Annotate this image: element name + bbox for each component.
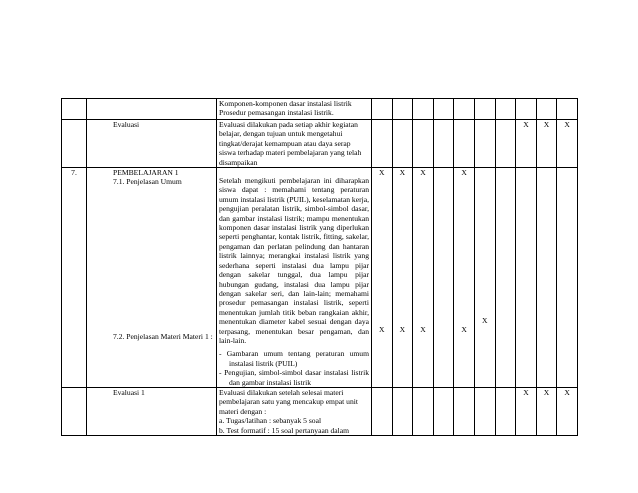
mark-top: X xyxy=(379,168,385,178)
spacer xyxy=(477,168,493,316)
mark-cell: X xyxy=(516,387,537,435)
mark-cell xyxy=(413,99,434,120)
section-title: PEMBELAJARAN 1 xyxy=(113,168,179,178)
mark-cell xyxy=(536,168,557,388)
evaluation-item: a. Tugas/latihan : sebanyak 5 soal xyxy=(219,416,322,426)
table-row xyxy=(62,168,578,388)
mark-cell xyxy=(372,99,393,120)
row-number-cell: 7. xyxy=(62,168,87,388)
description-cell xyxy=(217,387,372,435)
mark-bottom: X xyxy=(461,325,467,335)
mark-top: X xyxy=(420,168,426,178)
evaluation-item: b. Test formatif : 15 soal pertanyaan dalam xyxy=(219,425,350,435)
mark-cell xyxy=(474,99,495,120)
mark-bottom: X xyxy=(482,316,488,326)
table-row xyxy=(62,99,578,120)
mark-top: X xyxy=(461,168,467,178)
spacer xyxy=(436,168,452,316)
table-row xyxy=(62,387,578,435)
mark-cell xyxy=(372,168,393,388)
mark-bottom: X xyxy=(399,325,406,335)
spacer xyxy=(539,168,555,316)
subsection-material: 7.2. Penjelasan Materi Materi 1 : xyxy=(113,331,213,341)
mark-cell xyxy=(536,99,557,120)
row-number-cell xyxy=(62,387,87,435)
mark-cell xyxy=(392,120,413,168)
mark-cell xyxy=(516,99,537,120)
mark-cell xyxy=(433,168,454,388)
mark-cell xyxy=(433,387,454,435)
spacer xyxy=(374,177,390,325)
mark-cell xyxy=(557,168,578,388)
mark-cell xyxy=(392,387,413,435)
mark-cell xyxy=(413,120,434,168)
mark-cell xyxy=(474,120,495,168)
mark-cell xyxy=(474,387,495,435)
mark-bottom: X xyxy=(379,325,385,335)
mark-top: X xyxy=(399,168,406,178)
mark-cell: X xyxy=(557,387,578,435)
spacer xyxy=(456,177,472,325)
mark-cell xyxy=(433,99,454,120)
mark-cell xyxy=(474,168,495,388)
mark-cell xyxy=(495,168,516,388)
mark-cell: X xyxy=(536,120,557,168)
mark-cell xyxy=(372,120,393,168)
spacer xyxy=(395,177,411,325)
mark-cell xyxy=(454,168,475,388)
table-row xyxy=(62,120,578,168)
learning-objective-text: Setelah mengikuti pembelajaran ini diharapkan siswa dapat : memahami tentang peraturan umum instalasi listrik (PUIL), keselamatan kerja, pengujian peralatan listrik, simbol-simbol dasar, dan gambar instalasi listrik; mampu menentukan komponen dasar instalasi listrik yang diperlukan seperti penghantar, kontak listrik, fitting, sakelar, pengaman dan perlatan pelindung dan hantaran listrik lainnya; merangkai instalasi listrik yang sederhana seperti instalasi dua lampu pijar dengan sakelar tunggal, dua lampu pijar hubungan gudang, instalasi dua lampu pijar dengan sakelar seri, dan lain-lain; memahami prosedur pemasangan instalasi listrik, seperti menentukan jumlah titik beban rangkaian akhir, menentukan diameter kabel sesuai dengan daya terpasang, menentukan besar pengaman, dan lain-lain. xyxy=(219,176,369,345)
spacer xyxy=(559,168,575,316)
topic-cell xyxy=(87,99,217,120)
mark-cell xyxy=(392,99,413,120)
topic-cell xyxy=(87,168,217,388)
spacer xyxy=(498,168,514,316)
mark-cell xyxy=(413,168,434,388)
row-number-cell xyxy=(62,99,87,120)
spacer xyxy=(518,168,534,316)
mark-cell xyxy=(495,120,516,168)
mark-cell xyxy=(454,387,475,435)
mark-cell xyxy=(372,387,393,435)
mark-cell xyxy=(454,120,475,168)
mark-cell xyxy=(433,120,454,168)
learning-plan-table xyxy=(61,98,578,436)
description-cell: Komponen-komponen dasar instalasi listrik Prosedur pemasangan instalasi listrik. xyxy=(217,99,372,120)
mark-cell: X xyxy=(516,120,537,168)
mark-cell xyxy=(454,99,475,120)
mark-cell xyxy=(413,387,434,435)
description-cell: Evaluasi dilakukan pada setiap akhir kegiatan belajar, dengan tujuan untuk mengetahui tingkat/derajat kemampuan atau daya serap siswa terhadap materi pembelajaran yang telah disampaikan xyxy=(217,120,372,168)
mark-cell xyxy=(392,168,413,388)
mark-cell: X xyxy=(536,387,557,435)
spacer xyxy=(113,187,214,332)
material-item: - Gambaran umum tentang peraturan umum instalasi listrik (PUIL) xyxy=(219,349,369,368)
mark-cell xyxy=(495,99,516,120)
mark-cell xyxy=(495,387,516,435)
description-cell xyxy=(217,168,372,388)
evaluation-intro: Evaluasi dilakukan setelah selesai materi pembelajaran satu yang mencakup empat unit materi dengan : xyxy=(219,387,358,416)
mark-cell: X xyxy=(557,120,578,168)
topic-cell: Evaluasi xyxy=(87,120,217,168)
spacer xyxy=(415,177,431,325)
mark-bottom: X xyxy=(420,325,426,335)
mark-cell xyxy=(516,168,537,388)
subsection-general: 7.1. Penjelasan Umum xyxy=(113,177,182,187)
material-item: - Pengujian, simbol-simbol dasar instalasi listrik dan gambar instalasi listrik xyxy=(219,368,369,387)
mark-cell xyxy=(557,99,578,120)
row-number-cell xyxy=(62,120,87,168)
topic-cell: Evaluasi 1 xyxy=(87,387,217,435)
